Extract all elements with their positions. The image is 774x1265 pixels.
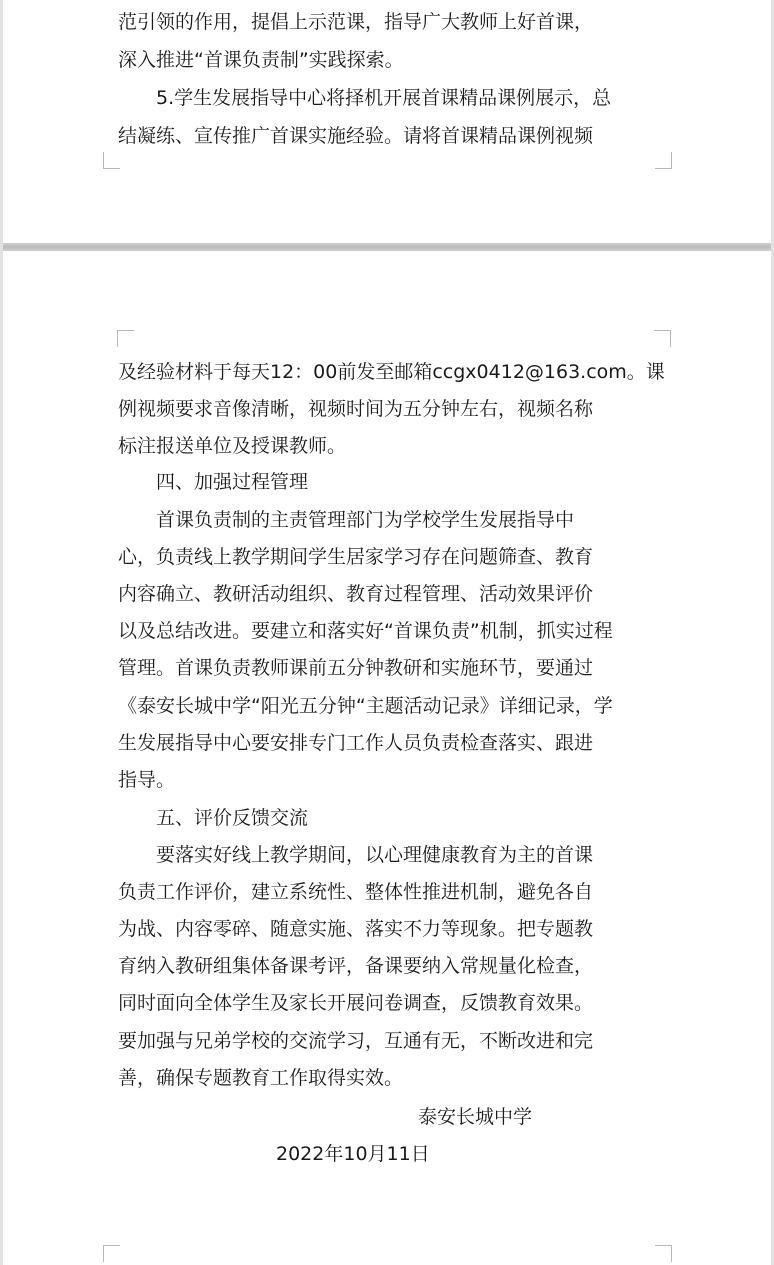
crop-mark-bottom-right (655, 152, 672, 169)
body-line: 内容确立、教研活动组织、教育过程管理、活动效果评价 (118, 583, 594, 605)
document-page-2 (3, 251, 771, 1265)
body-line: 同时面向全体学生及家长开展问卷调查，反馈教育效果。 (118, 992, 594, 1014)
body-line: 《泰安长城中学“阳光五分钟“主题活动记录》详细记录，学 (118, 695, 613, 717)
body-line: 为战、内容零碎、随意实施、落实不力等现象。把专题教 (118, 918, 594, 940)
signature-date: 2022年10月11日 (276, 1143, 430, 1165)
body-line: 例视频要求音像清晰，视频时间为五分钟左右，视频名称 (118, 398, 594, 420)
body-line: 心，负责线上教学期间学生居家学习存在问题筛查、教育 (118, 546, 594, 568)
body-line: 及经验材料于每天12：00前发至邮箱ccgx0412@163.com。课 (118, 361, 665, 383)
section-heading: 五、评价反馈交流 (118, 807, 309, 829)
body-line: 5.学生发展指导中心将择机开展首课精品课例展示，总 (118, 87, 612, 109)
body-line: 标注报送单位及授课教师。 (118, 435, 347, 457)
signature-organization: 泰安长城中学 (418, 1106, 533, 1128)
document-page-1 (3, 0, 771, 243)
crop-mark-bottom-left (103, 152, 120, 169)
body-line: 深入推进“首课负责制”实践探索。 (118, 49, 404, 71)
body-line: 以及总结改进。要建立和落实好“首课负责”机制，抓实过程 (118, 620, 613, 642)
section-heading: 四、加强过程管理 (118, 471, 309, 493)
body-line: 生发展指导中心要安排专门工作人员负责检查落实、跟进 (118, 732, 594, 754)
body-line: 负责工作评价，建立系统性、整体性推进机制，避免各自 (118, 881, 594, 903)
body-line: 管理。首课负责教师课前五分钟教研和实施环节，要通过 (118, 657, 594, 679)
crop-mark-bottom-page-right (655, 1245, 672, 1262)
body-line: 要加强与兄弟学校的交流学习，互通有无，不断改进和完 (118, 1030, 594, 1052)
body-line: 善，确保专题教育工作取得实效。 (118, 1067, 404, 1089)
body-line: 要落实好线上教学期间，以心理健康教育为主的首课 (118, 844, 594, 866)
body-line: 指导。 (118, 769, 176, 791)
body-line: 范引领的作用，提倡上示范课，指导广大教师上好首课， (118, 11, 594, 33)
crop-mark-bottom-page-left (103, 1245, 120, 1262)
body-line: 结凝练、宣传推广首课实施经验。请将首课精品课例视频 (118, 125, 594, 147)
crop-mark-top-left (117, 330, 134, 347)
page-separator (3, 243, 771, 251)
crop-mark-top-right (654, 330, 671, 347)
body-line: 育纳入教研组集体备课考评，备课要纳入常规量化检查， (118, 955, 594, 977)
body-line: 首课负责制的主责管理部门为学校学生发展指导中 (118, 509, 575, 531)
